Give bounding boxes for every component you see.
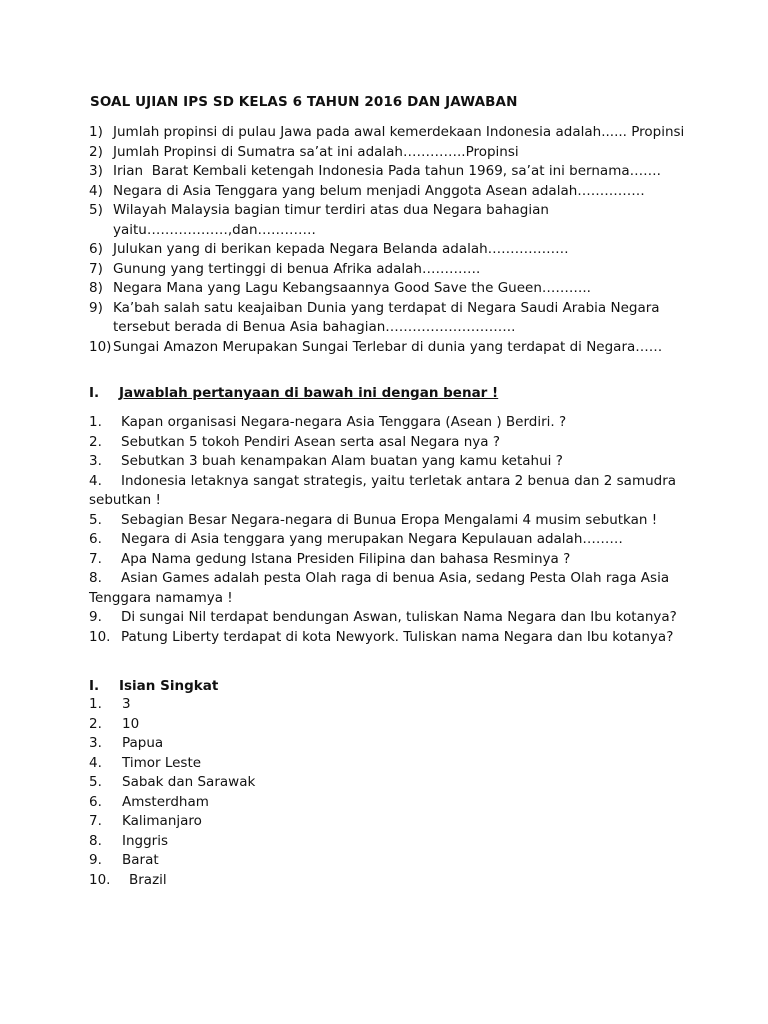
question-text: Negara Mana yang Lagu Kebangsaannya Good Save the Gueen………..	[113, 280, 591, 296]
answer-text: Brazil	[129, 871, 167, 888]
section-roman-numeral: I.	[89, 385, 100, 401]
item-number: 4.	[89, 472, 102, 489]
short-question-list	[89, 123, 689, 357]
list-item	[89, 162, 689, 182]
question-text: Sebutkan 3 buah kenampakan Alam buatan yang kamu ketahui ?	[121, 453, 563, 469]
item-number: 3.	[89, 453, 102, 469]
list-item	[89, 851, 389, 871]
item-number: 6.	[89, 793, 102, 810]
question-text: Jumlah propinsi di pulau Jawa pada awal kemerdekaan Indonesia adalah...... Propinsi	[113, 124, 685, 140]
item-number: 3)	[89, 163, 103, 179]
list-item	[89, 260, 689, 280]
list-item	[89, 530, 689, 550]
item-number: 4.	[89, 754, 102, 771]
list-item	[89, 433, 689, 453]
item-number: 8.	[89, 832, 102, 849]
item-number: 10.	[89, 628, 111, 645]
list-item	[89, 279, 689, 299]
question-text: Apa Nama gedung Istana Presiden Filipina dan bahasa Resminya ?	[121, 550, 571, 567]
answers-section-heading	[89, 678, 218, 694]
list-item	[89, 715, 389, 735]
question-text: Sebutkan 5 tokoh Pendiri Asean serta asal Negara nya ?	[121, 433, 501, 450]
list-item	[89, 240, 689, 260]
list-item	[89, 452, 689, 472]
list-item	[89, 628, 689, 648]
question-text: Ka’bah salah satu keajaiban Dunia yang terdapat di Negara Saudi Arabia Negara tersebut berada di Benua Asia bahagian………………………..	[113, 299, 664, 335]
item-number: 3.	[89, 735, 102, 751]
item-number: 9.	[89, 609, 102, 625]
answer-text: 10	[122, 715, 140, 732]
question-text: Wilayah Malaysia bagian timur terdiri atas dua Negara bahagian yaitu………………,dan………….	[113, 202, 554, 238]
question-text: Patung Liberty terdapat di kota Newyork. Tuliskan nama Negara dan Ibu kotanya?	[121, 628, 674, 645]
answer-text: Amsterdham	[122, 793, 209, 810]
item-number: 5.	[89, 511, 102, 528]
answer-text: 3	[122, 696, 131, 712]
list-item	[89, 550, 689, 570]
question-text: Kapan organisasi Negara-negara Asia Tenggara (Asean ) Berdiri. ?	[121, 414, 567, 430]
answer-text: Inggris	[122, 832, 169, 849]
item-number: 7)	[89, 260, 103, 277]
list-item	[89, 472, 689, 511]
item-number: 5)	[89, 202, 103, 218]
item-number: 2)	[89, 143, 103, 160]
question-text: Di sungai Nil terdapat bendungan Aswan, tuliskan Nama Negara dan Ibu kotanya?	[121, 609, 677, 625]
list-item	[89, 143, 689, 163]
list-item	[89, 812, 389, 832]
question-text: Sungai Amazon Merupakan Sungai Terlebar di dunia yang terdapat di Negara……	[113, 338, 663, 355]
question-text: Negara di Asia tenggara yang merupakan Negara Kepulauan adalah………	[121, 531, 623, 547]
essay-question-list	[89, 413, 689, 647]
answer-text: Barat	[122, 852, 159, 868]
list-item	[89, 832, 389, 852]
question-text: Julukan yang di berikan kepada Negara Belanda adalah………………	[113, 241, 569, 257]
section-heading-text: Isian Singkat	[119, 678, 219, 694]
list-item	[89, 734, 389, 754]
list-item	[89, 123, 689, 143]
item-number: 8)	[89, 280, 103, 296]
section-heading-text: Jawablah pertanyaan di bawah ini dengan benar !	[119, 385, 499, 401]
item-number: 2.	[89, 715, 102, 732]
list-item	[89, 754, 389, 774]
list-item	[89, 338, 689, 358]
item-number: 6.	[89, 531, 102, 547]
item-number: 2.	[89, 433, 102, 450]
list-item	[89, 773, 389, 793]
question-text: Indonesia letaknya sangat strategis, yaitu terletak antara 2 benua dan 2 samudra sebutkan !	[89, 472, 677, 508]
list-item	[89, 695, 389, 715]
question-text: Asian Games adalah pesta Olah raga di benua Asia, sedang Pesta Olah raga Asia Tenggara namamya !	[89, 570, 670, 606]
item-number: 4)	[89, 182, 103, 199]
list-item	[89, 182, 689, 202]
list-item	[89, 201, 689, 240]
list-item	[89, 299, 689, 338]
list-item	[89, 511, 689, 531]
question-text: Irian Barat Kembali ketengah Indonesia Pada tahun 1969, sa’at ini bernama…….	[113, 163, 661, 179]
question-text: Sebagian Besar Negara-negara di Bunua Eropa Mengalami 4 musim sebutkan !	[121, 511, 658, 528]
item-number: 10.	[89, 871, 111, 888]
list-item	[89, 413, 689, 433]
list-item	[89, 608, 689, 628]
list-item	[89, 793, 389, 813]
page-title: SOAL UJIAN IPS SD KELAS 6 TAHUN 2016 DAN JAWABAN	[90, 94, 518, 110]
item-number: 1.	[89, 696, 102, 712]
item-number: 8.	[89, 570, 102, 586]
item-number: 1)	[89, 124, 103, 140]
item-number: 7.	[89, 813, 102, 829]
item-number: 10)	[89, 338, 112, 355]
section-roman-numeral: I.	[89, 678, 100, 694]
answer-text: Kalimanjaro	[122, 813, 202, 829]
item-number: 5.	[89, 774, 102, 790]
question-text: Negara di Asia Tenggara yang belum menjadi Anggota Asean adalah……………	[113, 182, 645, 199]
item-number: 1.	[89, 414, 102, 430]
item-number: 9)	[89, 299, 103, 316]
item-number: 7.	[89, 550, 102, 567]
answer-text: Papua	[122, 735, 164, 751]
essay-section-heading	[89, 385, 498, 401]
list-item	[89, 871, 389, 891]
question-text: Jumlah Propinsi di Sumatra sa’at ini adalah…………..Propinsi	[113, 143, 519, 160]
list-item	[89, 569, 689, 608]
item-number: 6)	[89, 241, 103, 257]
item-number: 9.	[89, 852, 102, 868]
answer-text: Sabak dan Sarawak	[122, 774, 256, 790]
answer-text: Timor Leste	[122, 754, 202, 771]
question-text: Gunung yang tertinggi di benua Afrika adalah………….	[113, 260, 481, 277]
answer-list	[89, 695, 389, 890]
